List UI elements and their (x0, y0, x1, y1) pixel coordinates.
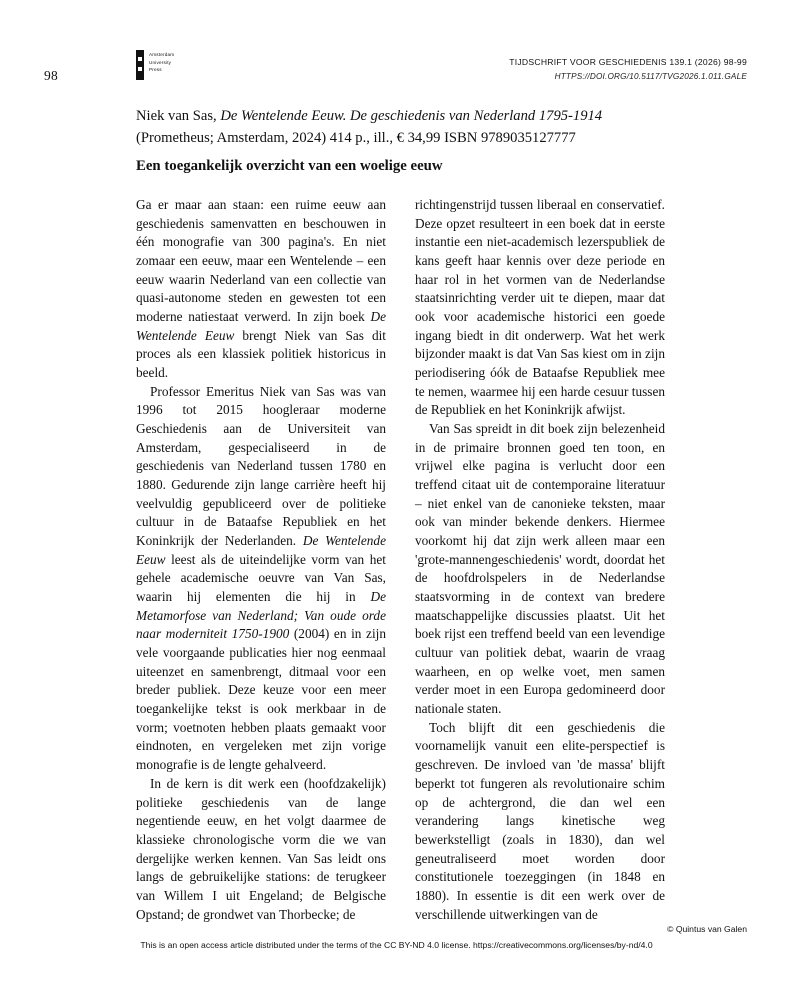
body-columns (136, 196, 666, 924)
body-paragraph (415, 196, 665, 420)
logo-mark-icon (136, 50, 144, 80)
text-run: In de kern is dit werk een (hoofdzakelijk) politieke geschiedenis van de lange negentiende eeuw, en het volgt daarmee de klassieke chronologische vorm die we van dergelijke werken kennen. Van Sas leidt ons langs de gebruikelijke stations: de terugkeer van Willem I uit Engeland; de Belgische Opstand; de grondwet van Thorbecke; de (136, 775, 386, 922)
book-citation (136, 105, 666, 149)
copyright-notice: © Quintus van Galen (667, 924, 747, 934)
citation-author: Niek van Sas, (136, 108, 221, 124)
text-run: Toch blijft dit een geschiedenis die voornamelijk vanuit een elite-perspectief is geschreven. De invloed van 'de massa' blijft beperkt tot fungeren als revolutionaire schim op de achtergrond, die dan wel een verandering langs kinetische weg bewerkstelligt (zoals in 1830), dan wel geneutraliseerd moet worden door constitutionele toezeggingen (in 1848 en 1880). In essentie is dit een werk over de verschillende uitwerkingen van de (415, 719, 665, 922)
page-title: Een toegankelijk overzicht van een woelige eeuw (136, 158, 443, 174)
logo-wordmark (149, 50, 174, 72)
running-head (509, 56, 747, 83)
body-paragraph (415, 719, 665, 924)
body-paragraph (136, 383, 386, 775)
body-paragraph (136, 775, 386, 924)
journal-citation-line: TIJDSCHRIFT VOOR GESCHIEDENIS 139.1 (2026) 98-99 (509, 57, 747, 67)
text-run: Van Sas spreidt in dit boek zijn belezenheid in de primaire bronnen goed ten toon, en vrijwel elke pagina is verlucht door een treffend citaat uit de contemporaine literatuur – niet enkel van de canonieke teksten, maar ook van minder bekende denkers. Hiermee voorkomt hij dat zijn werk alleen maar een 'grote-mannengeschiedenis' wordt, doordat het de hoofdrolspelers in de Nederlandse staatsvorming in de context van bredere maatschappelijke discussies plaatst. Uit het boek rijst een treffend beeld van een levendige cultuur van politiek debat, waarin de vraag waarheen, en op welke voet, men samen verder moet in een Europa gedomineerd door nationale staten. (415, 421, 665, 717)
body-paragraph (415, 420, 665, 719)
logo-line-3: Press (149, 67, 162, 72)
logo-line-2: University (149, 59, 172, 65)
text-run: Professor Emeritus Niek van Sas was van 1996 tot 2015 hoogleraar moderne Geschiedenis aan de Universiteit van Amsterdam, gespecialiseerd in de geschiedenis van Nederland tussen 1780 en 1880. Gedurende zijn lange carrière heeft hij veelvuldig gepubliceerd over de politieke cultuur in de Bataafse Republiek en het Koninkrijk der Nederlanden. (136, 383, 386, 549)
italic-title: De Wentelende Eeuw (136, 309, 386, 343)
column-left (136, 196, 386, 924)
text-run: leest als de uiteindelijke vorm van het gehele academische oeuvre van Van Sas, waarin hij elementen die hij in (136, 551, 386, 605)
citation-details: (Prometheus; Amsterdam, 2024) 414 p., ill., € 34,99 ISBN 9789035127777 (136, 130, 576, 147)
amsterdam-university-press-logo (136, 50, 192, 84)
license-notice: This is an open access article distributed under the terms of the CC BY-ND 4.0 license. https://creativecommons.org/licenses/by-nd/4.0 (140, 940, 653, 950)
italic-title: De Wentelende Eeuw (136, 533, 386, 567)
text-run: (2004) en in zijn vele voorgaande publicaties hier nog eenmaal uiteenzet en samenbrengt, ditmaal voor een breder publiek. Deze keuze voor een meer toegankelijke tekst is ook merkbaar in de vorm; voetnoten hebben plaats gemaakt voor eindnoten, en vergeleken met zijn vorige monografie is de lengte gehalveerd. (136, 626, 386, 773)
page-number: 98 (44, 68, 59, 83)
column-right (415, 196, 665, 924)
italic-title: De Metamorfose van Nederland; Van oude orde naar moderniteit 1750-1900 (136, 589, 386, 642)
text-run: richtingenstrijd tussen liberaal en conservatief. Deze opzet resulteert in een boek dat in eerste instantie een niet-academisch lezerspubliek de kans geeft haar kennis over deze periode en haar rol in het vormen van de Nederlandse staatsinrichting verder uit te diepen, maar dat ook voor academische historici een goede ingang biedt in dit onderwerp. Wat het werk bijzonder maakt is dat Van Sas kiest om in zijn periodisering óók de Bataafse Republiek mee te nemen, waarmee hij een harde cesuur tussen de Republiek en het Koninkrijk afwijst. (415, 197, 665, 418)
text-run: brengt Niek van Sas dit proces als een klassiek politiek historicus in beeld. (136, 327, 386, 381)
body-paragraph (136, 196, 386, 383)
text-run: Ga er maar aan staan: een ruime eeuw aan geschiedenis samenvatten en beschouwen in één monografie van 300 pagina's. En niet zomaar een eeuw, maar een Wentelende – een eeuw waarin Nederland van een collectie van quasi-autonome steden en gewesten tot een moderne natiestaat verwerd. In zijn boek (136, 197, 386, 325)
logo-line-1: Amsterdam (149, 52, 175, 57)
citation-book-title: De Wentelende Eeuw. De geschiedenis van Nederland 1795-1914 (220, 108, 603, 124)
doi-link[interactable]: HTTPS://DOI.ORG/10.5117/TVG2026.1.011.GALE (554, 71, 747, 81)
